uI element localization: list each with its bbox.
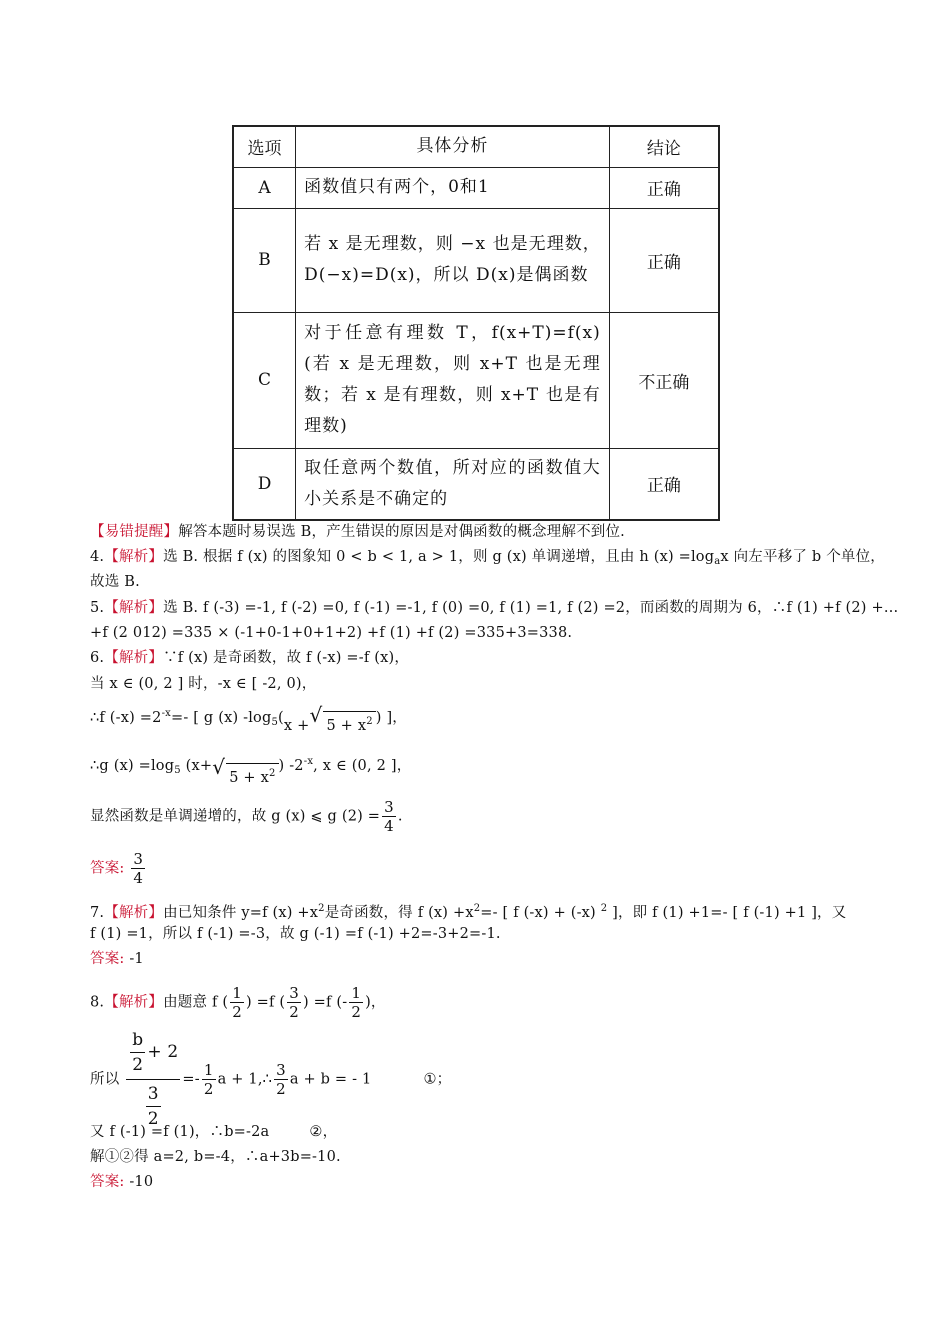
fraction-denominator: 2 [289,1003,299,1021]
q8-line4: 解①②得 a=2, b=-4，∴a+3b=-10. [90,1149,341,1165]
q4-line1 [90,547,885,572]
q7-line1 [90,899,846,923]
q6-text: =- [ g (x) -log [171,710,272,726]
q6-line1 [90,648,409,668]
fraction [274,1061,288,1098]
q7-number: 7. [90,905,105,921]
q7-text: 是奇函数，得 f (x) +x [324,905,474,921]
q6-radicand: 5 + x [326,718,367,734]
q8-line3 [90,1122,337,1142]
fraction-numerator: 3 [384,798,394,816]
q7-sup: 2 [318,903,325,914]
fraction [287,984,301,1021]
fraction-denominator: 2 [132,1055,144,1075]
q6-text: ( [278,710,284,726]
q5-label: 【解析】 [104,600,164,616]
row-analysis: 对于任意有理数 T，f(x+T)=f(x)(若 x 是无理数，则 x+T 也是无理数；若 x 是有理数，则 x+T 也是有理数) [296,312,610,448]
q7-text: ]，即 f (1) +1=- [ f (-1) +1 ]，又 [607,905,847,921]
compound-fraction [126,1028,180,1131]
q7-line2: f (1) =1，所以 f (-1) =-3，故 g (-1) =f (-1) +2=-3+2=-1. [90,926,501,942]
q8-text: 由题意 f ( [163,994,229,1011]
q6-text: ∴f (-x) =2 [90,710,162,726]
q8-line1 [90,984,386,1021]
row-analysis: 若 x 是无理数，则 −x 也是无理数，D(−x)=D(x)，所以 D(x)是偶函数 [296,208,610,312]
fraction-denominator: 2 [232,1003,242,1021]
q8-text: 又 f (-1) =f (1)，∴b=-2a [90,1124,270,1140]
fraction-numerator: 3 [289,984,299,1002]
q6-text: x + [283,718,310,734]
q7-answer [90,949,144,969]
q6-sup: 2 [268,768,276,779]
fraction-numerator: 1 [351,984,362,1002]
q4-subscript: a [714,556,721,567]
fraction [130,1028,145,1077]
q6-label: 【解析】 [104,650,164,666]
q7-label: 【解析】 [104,905,164,921]
q6-sub: 5 [271,717,279,728]
answer-value: -10 [129,1174,154,1190]
q6-text: , x ∈ (0, 2 ]， [313,758,412,774]
row-analysis: 取任意两个数值，所对应的函数值大小关系是不确定的 [296,448,610,520]
fraction-denominator: 4 [384,817,394,835]
fraction-numerator: 3 [146,1082,161,1107]
q7-sup: 2 [600,903,608,914]
table-row [233,167,719,208]
fraction [230,984,244,1021]
fraction-numerator: 3 [133,850,144,868]
q8-answer [90,1172,153,1192]
fraction-numerator: b [130,1028,145,1053]
row-conclusion: 正确 [609,208,719,312]
q4-label: 【解析】 [104,549,164,565]
sqrt-symbol: √ $5 + x^2$ [309,711,375,736]
header-option: 选项 [233,126,296,167]
tip-label: 【易错提醒】 [90,524,179,540]
q7-text: 由已知条件 y=f (x) +x [163,905,319,921]
table-row [233,448,719,520]
table-row [233,208,719,312]
q6-text: ) ]， [375,710,408,726]
q6-text: ∵f (x) 是奇函数，故 f (-x) =-f (x)， [163,650,410,666]
q8-text: a + b = - 1 [289,1071,372,1088]
q8-label: 【解析】 [104,994,164,1011]
q6-line5 [90,798,403,835]
fraction [349,984,363,1021]
q6-text: (x+ [180,758,213,774]
q8-text: )， [365,994,386,1011]
fraction-numerator: 1 [203,1061,214,1079]
tip-text: 解答本题时易误选 B，产生错误的原因是对偶函数的概念理解不到位. [178,524,625,540]
fraction-denominator: 2 [203,1080,214,1098]
row-conclusion: 正确 [609,448,719,520]
q8-text: a + 1,∴ [217,1071,273,1088]
equation-marker: ①； [423,1071,452,1088]
q6-radicand: 5 + x [229,770,269,786]
q6-sub: 5 [174,765,181,776]
fraction-numerator: 3 [276,1061,286,1079]
row-option: B [233,208,296,312]
q4-number: 4. [90,549,105,565]
answer-label: 答案: [90,951,125,967]
answer-label: 答案: [90,860,125,877]
fraction-denominator: 2 [147,1109,159,1129]
row-option: D [233,448,296,520]
q8-text: ) =f ( [245,994,286,1011]
answer-value: -1 [129,951,144,967]
q6-text: 显然函数是单调递增的，故 g (x) ⩽ g (2) = [90,808,381,825]
q8-text: =- [182,1071,200,1088]
q6-line4 [90,752,411,788]
q4-text: x 向左平移了 b 个单位， [720,549,885,565]
fraction-denominator: 4 [133,869,144,887]
row-option: C [233,312,296,448]
fraction-numerator: 1 [232,984,242,1002]
q6-sup: -x [303,756,314,767]
q6-line2: 当 x ∈ (0, 2 ] 时，-x ∈ [ -2, 0)， [90,676,317,692]
q6-line3 [90,704,407,736]
q7-text: =- [ f (-x) + (-x) [480,905,601,921]
q8-text: 所以 [90,1071,120,1088]
compound-numerator [126,1028,180,1080]
answer-fraction [131,850,145,887]
q4-text: 选 B. 根据 f (x) 的图象知 0 < b < 1, a > 1，则 g (x) 单调递增，且由 h (x) =log [163,549,715,565]
q8-text: ) =f (- [302,994,348,1011]
row-option: A [233,167,296,208]
row-analysis: 函数值只有两个，0和1 [296,167,610,208]
q7-sup: 2 [473,903,481,914]
row-conclusion: 正确 [609,167,719,208]
q5-line2: +f (2 012) =335 × (-1+0-1+0+1+2) +f (1) +f (2) =335+3=338. [90,625,573,641]
q8-text: + 2 [147,1042,179,1062]
sqrt-symbol: √ $5 + x^2$ [212,763,278,788]
fraction [382,798,396,835]
fraction-denominator: 2 [351,1003,362,1021]
q6-text: ∴g (x) =log [90,758,175,774]
q5-text: 选 B. f (-3) =-1, f (-2) =0, f (-1) =-1, f (0) =0, f (1) =1, f (2) =2，而函数的周期为 6，∴f (1) +f (2) +… [163,600,899,616]
fraction [202,1061,216,1098]
q6-text: . [397,808,403,825]
row-conclusion: 不正确 [609,312,719,448]
table-header-row [233,126,719,167]
analysis-table [232,125,720,521]
q8-line2 [90,1028,451,1131]
q6-sup: -x [161,708,171,719]
q5-line1 [90,598,899,618]
q6-number: 6. [90,650,105,666]
header-conclusion: 结论 [609,126,719,167]
answer-label: 答案: [90,1174,125,1190]
fraction-denominator: 2 [276,1080,286,1098]
q6-text: ) -2 [278,758,304,774]
header-analysis: 具体分析 [296,126,610,167]
q6-answer [90,850,147,887]
q6-sup: 2 [366,716,373,727]
error-tip [90,522,625,542]
equation-marker: ②， [309,1124,338,1140]
q8-number: 8. [90,994,105,1011]
table-row [233,312,719,448]
q4-line2: 故选 B. [90,574,140,590]
q5-number: 5. [90,600,105,616]
